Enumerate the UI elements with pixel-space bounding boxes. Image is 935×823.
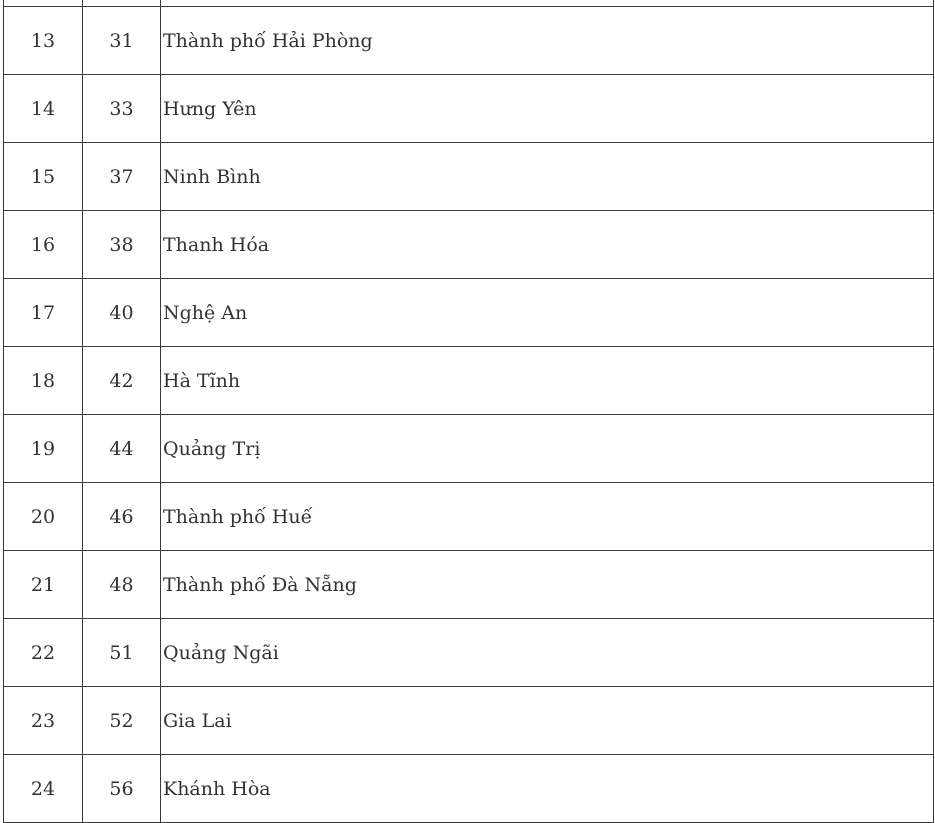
province-code-cell: 56 — [83, 755, 161, 823]
table-row — [4, 687, 934, 755]
province-code-cell: 46 — [83, 483, 161, 551]
province-name-cell: Quảng Trị — [161, 415, 934, 483]
province-table-container — [3, 0, 934, 823]
province-code-cell: 37 — [83, 143, 161, 211]
table-row — [4, 755, 934, 823]
table-row — [4, 483, 934, 551]
table-row — [4, 75, 934, 143]
row-number-cell: 13 — [4, 7, 83, 75]
row-number-cell: 24 — [4, 755, 83, 823]
table-row — [4, 211, 934, 279]
province-name-cell: Gia Lai — [161, 687, 934, 755]
row-number-cell: 17 — [4, 279, 83, 347]
province-code-cell: 52 — [83, 687, 161, 755]
table-row — [4, 143, 934, 211]
row-number-cell: 23 — [4, 687, 83, 755]
province-name-cell: Quảng Ngãi — [161, 619, 934, 687]
table-row — [4, 415, 934, 483]
row-number-cell: 19 — [4, 415, 83, 483]
province-code-cell: 51 — [83, 619, 161, 687]
province-name-cell: Thanh Hóa — [161, 211, 934, 279]
row-number-cell: 15 — [4, 143, 83, 211]
province-code-cell: 31 — [83, 7, 161, 75]
table-row — [4, 619, 934, 687]
table-row — [4, 347, 934, 415]
province-code-cell: 38 — [83, 211, 161, 279]
table-row — [4, 7, 934, 75]
row-number-cell: 22 — [4, 619, 83, 687]
province-code-cell: 40 — [83, 279, 161, 347]
row-number-cell: 20 — [4, 483, 83, 551]
province-code-cell: 33 — [83, 75, 161, 143]
province-code-cell: 48 — [83, 551, 161, 619]
province-name-cell: Thành phố Huế — [161, 483, 934, 551]
province-name-cell: Khánh Hòa — [161, 755, 934, 823]
province-table — [3, 0, 934, 823]
row-number-cell: 14 — [4, 75, 83, 143]
province-name-cell: Thành phố Đà Nẵng — [161, 551, 934, 619]
row-number-cell: 18 — [4, 347, 83, 415]
province-name-cell: Ninh Bình — [161, 143, 934, 211]
province-name-cell: Hà Tĩnh — [161, 347, 934, 415]
province-name-cell: Nghệ An — [161, 279, 934, 347]
province-code-cell: 42 — [83, 347, 161, 415]
province-name-cell: Thành phố Hải Phòng — [161, 7, 934, 75]
table-row — [4, 279, 934, 347]
province-code-cell: 44 — [83, 415, 161, 483]
province-name-cell: Hưng Yên — [161, 75, 934, 143]
row-number-cell: 16 — [4, 211, 83, 279]
row-number-cell: 21 — [4, 551, 83, 619]
table-row — [4, 551, 934, 619]
